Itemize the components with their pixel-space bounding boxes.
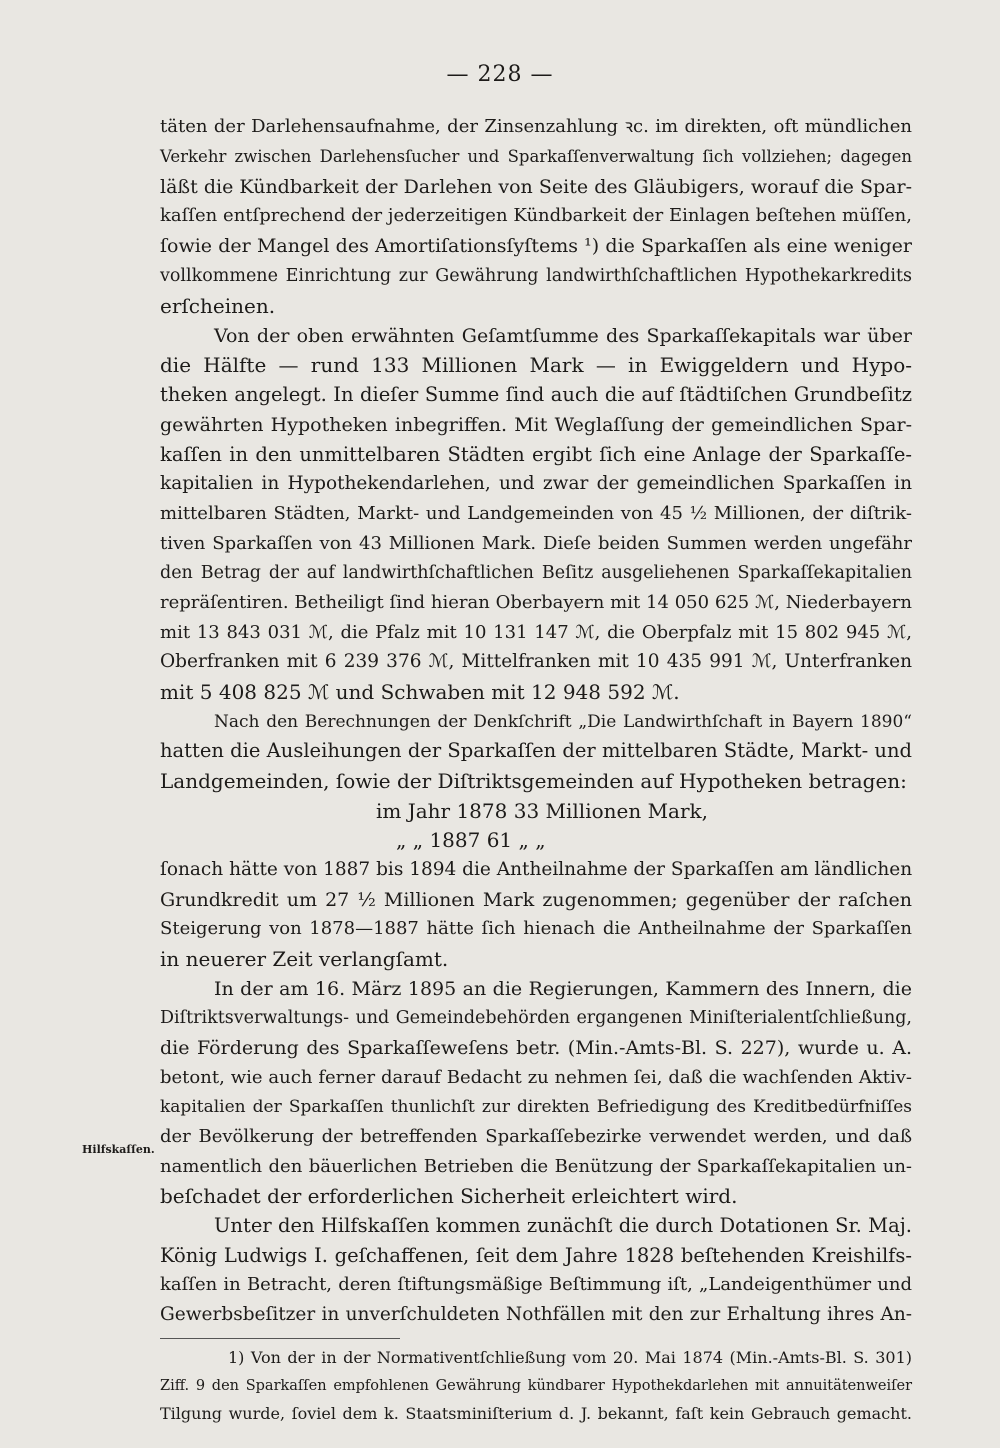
text-line: Landgemeinden, ſowie der Diſtriktsgemeinden auf Hypotheken betragen: [160,769,907,793]
text-line: tiven Sparkaſſen von 43 Millionen Mark. Dieſe beiden Summen werden ungefähr [160,533,912,554]
margin-note: Hilfskaſſen. [82,1143,155,1156]
text-line: der Bevölkerung der betreffenden Sparkaſſebezirke verwendet werden, und daß [160,1126,912,1147]
text-line: ſowie der Mangel des Amortiſationsſyſtems ¹) die Sparkaſſen als eine weniger [160,235,912,257]
text-line: ſonach hätte von 1887 bis 1894 die Antheilnahme der Sparkaſſen am ländlichen [160,859,913,880]
text-line: mit 5 408 825 ℳ und Schwaben mit 12 948 592 ℳ. [160,680,680,704]
text-line: Grundkredit um 27 ½ Millionen Mark zugenommen; gegenüber der raſchen [160,889,912,911]
text-line: hatten die Ausleihungen der Sparkaſſen der mittelbaren Städte, Markt- und [160,739,912,762]
table-line: „ „ 1887 61 „ „ [396,828,546,852]
text-line: täten der Darlehensaufnahme, der Zinsenzahlung ꝛc. im direkten, oft mündlichen [160,116,912,137]
text-line: kaſſen in Betracht, deren ſtiftungsmäßige Beſtimmung iſt, „Landeigenthümer und [160,1274,912,1295]
text-line: Verkehr zwischen Darlehensſucher und Sparkaſſenverwaltung ſich vollziehen; dagegen [160,147,912,166]
text-line: kapitalien der Sparkaſſen thunlichſt zur direkten Befriedigung des Kreditbedürfniſſes [160,1097,912,1117]
text-line: mit 13 843 031 ℳ, die Pfalz mit 10 131 147 ℳ, die Oberpfalz mit 15 802 945 ℳ, [160,622,912,643]
text-line: Steigerung von 1878—1887 hätte ſich hienach die Antheilnahme der Sparkaſſen [160,918,912,939]
text-line: läßt die Kündbarkeit der Darlehen von Seite des Gläubigers, worauf die Spar- [160,176,912,198]
text-line: kapitalien in Hypothekendarlehen, und zwar der gemeindlichen Sparkaſſen in [160,473,912,494]
paragraph-start-line: In der am 16. März 1895 an die Regierungen, Kammern des Innern, die [214,978,912,1000]
text-line: repräſentiren. Betheiligt ſind hieran Oberbayern mit 14 050 625 ℳ, Niederbayern [160,592,912,613]
paragraph-start-line: Von der oben erwähnten Geſamtſumme des Sparkaſſekapitals war über [214,325,912,347]
page-number: — 228 — [446,62,554,87]
paragraph-start-line: Unter den Hilfskaſſen kommen zunächſt die durch Dotationen Sr. Maj. [214,1214,912,1237]
text-line: Oberfranken mit 6 239 376 ℳ, Mittelfranken mit 10 435 991 ℳ, Unterfranken [160,651,912,672]
text-line: theken angelegt. In dieſer Summe ſind auch die auf ſtädtiſchen Grundbeſitz [160,383,912,406]
text-line: Gewerbsbeſitzer in unverſchuldeten Nothfällen mit den zur Erhaltung ihres An- [160,1304,912,1325]
text-line: erſcheinen. [160,294,276,318]
text-line: betont, wie auch ferner darauf Bedacht zu nehmen ſei, daß die wachſenden Aktiv- [160,1067,912,1088]
footnote-line: 1) Von der in der Normativentſchließung vom 20. Mai 1874 (Min.-Amts-Bl. S. 301) [228,1348,912,1367]
text-line: kaſſen entſprechend der jederzeitigen Kündbarkeit der Einlagen beſtehen müſſen, [160,205,912,226]
text-line: kaſſen in den unmittelbaren Städten ergibt ſich eine Anlage der Sparkaſſe- [160,443,912,466]
text-line: namentlich den bäuerlichen Betrieben die Benützung der Sparkaſſekapitalien un- [160,1156,912,1177]
text-line: vollkommene Einrichtung zur Gewährung landwirthſchaftlichen Hypothekarkredits [160,266,912,286]
footnote-divider [160,1338,400,1339]
footnote-line: Tilgung wurde, ſoviel dem k. Staatsminiſterium d. J. bekannt, faſt kein Gebrauch gemacht. [160,1404,912,1423]
paragraph-start-line: Nach den Berechnungen der Denkſchrift „Die Landwirthſchaft in Bayern 1890“ [214,712,912,732]
text-line: in neuerer Zeit verlangſamt. [160,947,449,971]
text-line: Diſtriktsverwaltungs- und Gemeindebehörden ergangenen Miniſterialentſchließung, [160,1008,912,1028]
text-line: mittelbaren Städten, Markt- und Landgemeinden von 45 ½ Millionen, der diſtrik- [160,503,912,524]
text-line: König Ludwigs I. geſchaffenen, ſeit dem Jahre 1828 beſtehenden Kreishilfs- [160,1244,912,1267]
text-line: beſchadet der erforderlichen Sicherheit erleichtert wird. [160,1184,738,1208]
text-line: die Hälfte — rund 133 Millionen Mark — in Ewiggeldern und Hypo- [160,353,912,377]
table-line: im Jahr 1878 33 Millionen Mark, [376,799,709,823]
text-line: gewährten Hypotheken inbegriffen. Mit Weglaſſung der gemeindlichen Spar- [160,414,912,436]
text-line: den Betrag der auf landwirthſchaftlichen Beſitz ausgeliehenen Sparkaſſekapitalien [160,563,912,583]
footnote-line: Ziff. 9 den Sparkaſſen empfohlenen Gewährung kündbarer Hypothekdarlehen mit annuitätenweiſer [160,1378,912,1394]
text-line: die Förderung des Sparkaſſeweſens betr. (Min.-Amts-Bl. S. 227), wurde u. A. [160,1037,912,1059]
